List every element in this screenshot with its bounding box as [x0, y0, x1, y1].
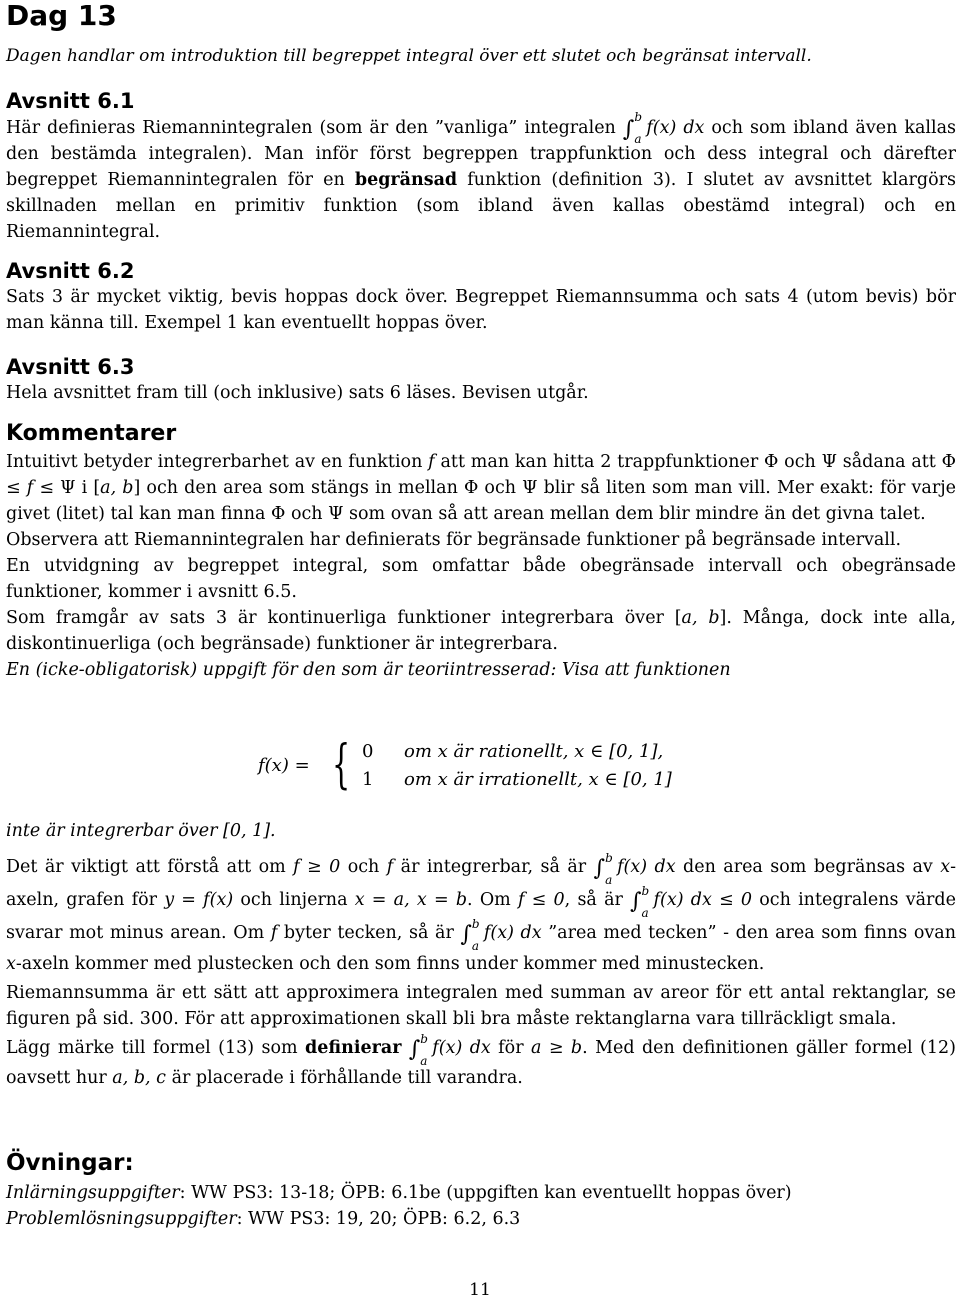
section-text: Hela avsnittet fram till (och inklusive) sats 6 läses. Bevisen utgår.: [6, 383, 589, 403]
section-6-1: [6, 88, 956, 245]
case-1-condition: om x är rationellt, x ∈ [0, 1],: [404, 741, 664, 762]
section-6-2: [6, 258, 956, 336]
math-x: x: [6, 954, 16, 974]
text-span: Intuitivt betyder integrerbarhet av en funktion: [6, 452, 429, 472]
lower-limit: a: [641, 906, 649, 920]
comment-paragraph: [6, 449, 956, 527]
bold-term: begränsad: [354, 170, 458, 190]
text-span: Som framgår av sats 3 är kontinuerliga funktioner integrerbara över [: [6, 608, 682, 628]
section-heading: Övningar:: [6, 1150, 134, 1176]
text-span: den area som begränsas av: [675, 857, 941, 877]
function-label: f(x) =: [258, 755, 310, 776]
text-span: är placerade i förhållande till varandra.: [166, 1068, 523, 1088]
text-span: ”area med tecken” - den area som finns ovan: [541, 923, 956, 943]
integral-sign: ∫: [593, 856, 606, 881]
case-2-condition: om x är irrationellt, x ∈ [0, 1]: [404, 769, 672, 790]
text-span: byter tecken, så är: [277, 923, 461, 943]
exercise-list: : WW PS3: 13-18; ÖPB: 6.1be (uppgiften kan eventuellt hoppas över): [179, 1183, 792, 1203]
section-heading: Avsnitt 6.1: [6, 89, 135, 113]
text-span: och: [340, 857, 387, 877]
upper-limit: b: [420, 1032, 428, 1046]
exercise-list: : WW PS3: 19, 20; ÖPB: 6.2, 6.3: [236, 1209, 521, 1229]
upper-limit: b: [641, 884, 650, 898]
comments-section: [6, 421, 956, 683]
integral-sign: ∫: [622, 117, 635, 142]
section-text: [6, 110, 957, 245]
math-interval: a, b: [681, 608, 720, 628]
text-span: Lägg märke till formel (13) som: [6, 1038, 306, 1058]
section-6-3: [6, 354, 956, 406]
comment-paragraph: En utvidgning av begreppet integral, som omfattar både obegränsade intervall och obegränsade funktioner, kommer i avsnitt 6.5.: [6, 556, 956, 602]
integral-sign: ∫: [408, 1037, 421, 1062]
integrand: f(x) dx: [617, 857, 676, 877]
text-span: och linjerna: [233, 890, 355, 910]
upper-limit: b: [634, 110, 642, 124]
comments-continued: [6, 818, 956, 1093]
section-text: Sats 3 är mycket viktig, bevis hoppas dock över. Begreppet Riemannsumma och sats 4 (utom bevis) bör man känna till. Exempel 1 kan eventuellt hoppas över.: [6, 287, 956, 333]
lower-limit: a: [605, 873, 613, 887]
task-end: inte är integrerbar över [0, 1].: [6, 821, 276, 841]
integrand: f(x) dx: [432, 1038, 491, 1058]
comment-paragraph: [6, 605, 956, 657]
integral-limits: [605, 851, 615, 887]
text-span: och som ibland även kallas den bestämda integralen). Man inför först begreppen trappfunktion och dess integral och därefter begreppet Riemannintegralen för en: [6, 118, 957, 190]
integral-sign: ∫: [460, 922, 472, 947]
text-span: . Med den definitionen gäller formel (12) oavsett hur: [6, 1038, 956, 1088]
integral-limits: [634, 110, 644, 146]
exercise-line: [6, 1206, 956, 1232]
text-span: -axeln kommer med plustecken och den som finns under kommer med minustecken.: [15, 954, 765, 974]
integrand: f(x) dx ≤ 0: [653, 890, 753, 910]
comment-paragraph: Observera att Riemannintegralen har definierats för begränsade funktioner på begränsade intervall.: [6, 530, 902, 550]
math-interval: a, b: [100, 478, 134, 498]
text-span: , så är: [564, 890, 631, 910]
comment-paragraph: [6, 1032, 956, 1093]
left-brace: {: [332, 735, 351, 795]
case-1-value: 0: [362, 741, 374, 762]
bold-term: definierar: [305, 1038, 402, 1058]
integral-limits: [471, 917, 482, 953]
page-title: Dag 13: [6, 0, 117, 32]
upper-limit: b: [605, 851, 613, 865]
page-number: 11: [469, 1280, 491, 1300]
comment-paragraph: [6, 850, 956, 980]
math-f: f: [26, 478, 34, 498]
integral-limits: [420, 1032, 430, 1068]
task-text: En (icke-obligatorisk) uppgift för den som är teoriintresserad: Visa att funktionen: [6, 660, 731, 680]
exercise-label: Inlärningsuppgifter: [6, 1183, 180, 1203]
lower-limit: a: [634, 132, 642, 146]
upper-limit: b: [471, 917, 480, 931]
text-span: ] och den area som stängs in mellan Φ och Ψ blir så liten som man vill. Mer exakt: för varje givet (litet) tal kan man finna Φ och Ψ som ovan så att arean mellan dem blir mindre än det givna talet.: [6, 478, 956, 524]
case-2-value: 1: [362, 769, 374, 790]
text-span: Här definieras Riemannintegralen (som är den ”vanliga” integralen: [6, 118, 623, 138]
math-expr: y = f(x): [164, 890, 234, 910]
lower-limit: a: [420, 1054, 428, 1068]
text-span: -axeln, grafen för: [6, 857, 957, 910]
math-expr: f ≥ 0: [293, 857, 341, 877]
text-span: att man kan hitta 2 trappfunktioner Φ och Ψ sådana att Φ ≤: [6, 452, 957, 498]
integral-limits: [641, 884, 652, 920]
integrand: f(x) dx: [483, 923, 542, 943]
math-expr: a ≥ b: [530, 1038, 583, 1058]
integral-sign: ∫: [630, 889, 642, 914]
text-span: . Om: [467, 890, 518, 910]
exercises-section: [6, 1148, 956, 1232]
math-f: f: [386, 857, 394, 877]
intro-text: Dagen handlar om introduktion till begreppet integral över ett slutet och begränsat intervall.: [6, 46, 812, 66]
math-expr: a, b, c: [112, 1068, 166, 1088]
text-span: funktion (definition 3). I slutet av avsnittet klargörs skillnaden mellan en primitiv funktion (som ibland även kallas obestämd integral) och en Riemannintegral.: [6, 170, 957, 242]
math-f: f: [270, 923, 278, 943]
integrand: f(x) dx: [646, 118, 705, 138]
section-heading: Kommentarer: [6, 421, 177, 446]
text-span: är integrerbar, så är: [393, 857, 594, 877]
piecewise-formula: [6, 733, 956, 803]
text-span: och integralens värde svarar mot minus arean. Om: [6, 890, 956, 943]
exercise-label: Problemlösningsuppgifter: [6, 1209, 237, 1229]
exercise-line: [6, 1180, 956, 1206]
math-f: f: [428, 452, 435, 472]
math-expr: f ≤ 0: [517, 890, 565, 910]
section-heading: Avsnitt 6.2: [6, 259, 135, 283]
text-span: Det är viktigt att förstå att om: [6, 857, 294, 877]
text-span: för: [490, 1038, 531, 1058]
comment-paragraph: Riemannsumma är ett sätt att approximera integralen med summan av areor för ett antal rektanglar, se figuren på sid. 300. För att approximationen skall bli bra måste rektanglarna vara tillräckligt smala.: [6, 983, 956, 1029]
text-span: ]. Många, dock inte alla, diskontinuerliga (och begränsade) funktioner är integrerbara.: [6, 608, 956, 654]
text-span: ≤ Ψ i [: [33, 478, 101, 498]
lower-limit: a: [471, 939, 480, 953]
section-heading: Avsnitt 6.3: [6, 355, 135, 379]
math-expr: x = a, x = b: [354, 890, 468, 910]
math-x: x: [940, 857, 951, 877]
